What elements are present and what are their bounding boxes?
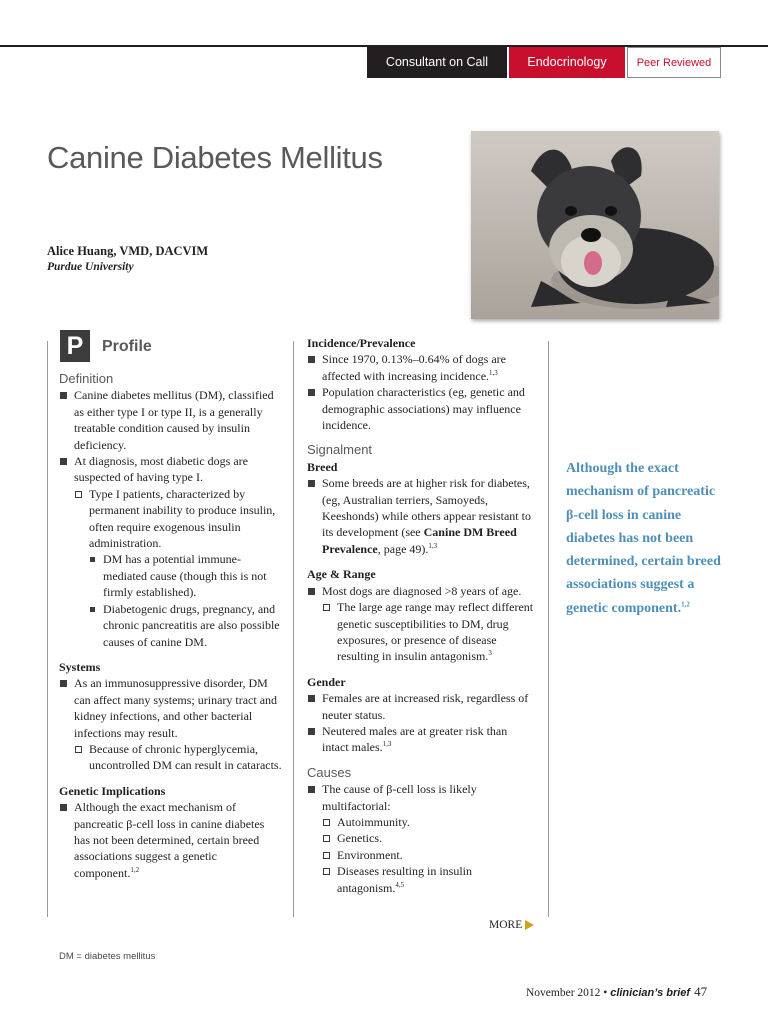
item-text: Neutered males are at greater risk than intact males.	[322, 723, 508, 755]
item-text: Canine diabetes mellitus (DM), classified as either type I or type II, is a generally treatable condition caused by insulin deficiency.	[74, 388, 274, 452]
item-text: Incidence/Prevalence	[307, 336, 416, 350]
section-heading	[307, 459, 535, 475]
column-rule-middle	[293, 341, 294, 917]
item-text-continued: , page 49).	[377, 541, 429, 556]
section-gap	[307, 665, 535, 674]
item-text: At diagnosis, most diabetic dogs are suspected of having type I.	[74, 454, 248, 485]
page-footer: November 2012 • clinician’s brief 47	[526, 984, 708, 999]
bullet-item	[59, 486, 283, 552]
item-text: As an immunosuppressive disorder, DM can affect many systems; urinary tract and kidney infections, and other bacterial infections may result.	[74, 676, 278, 740]
section-gap	[307, 433, 535, 442]
citation: 3	[488, 649, 492, 658]
section-heading	[59, 371, 283, 387]
item-text: Age & Range	[307, 567, 376, 582]
arrow-right-icon	[525, 920, 534, 930]
section-heading	[307, 335, 535, 351]
tag-peer-reviewed[interactable]: Peer Reviewed	[627, 47, 721, 78]
section-heading	[307, 566, 535, 582]
bullet-item	[59, 387, 283, 453]
schnauzer-photo	[471, 131, 719, 319]
section-heading	[59, 659, 283, 675]
profile-letter-badge: P	[60, 330, 90, 362]
page-number: 47	[694, 984, 708, 999]
tag-consultant-on-call[interactable]: Consultant on Call	[367, 47, 507, 78]
column-rule-left	[47, 341, 48, 917]
item-text: Population characteristics (eg, genetic and demographic associations) may influence incidence.	[322, 385, 525, 433]
pull-quote	[566, 457, 726, 620]
tag-endocrinology[interactable]: Endocrinology	[509, 47, 625, 78]
abbreviation-note: DM = diabetes mellitus	[59, 951, 156, 962]
item-text: Because of chronic hyperglycemia, uncontrolled DM can result in cataracts.	[89, 741, 282, 773]
item-text: Autoimmunity.	[337, 814, 410, 829]
item-text: Since 1970, 0.13%–0.64% of dogs are affected with increasing incidence.	[322, 352, 506, 383]
bullet-item	[59, 799, 283, 881]
author-name: Alice Huang, VMD, DACVIM	[47, 244, 209, 258]
citation: 1,2	[130, 865, 140, 874]
item-text: DM has a potential immune-mediated cause (though this is not firmly established).	[103, 552, 267, 600]
item-text: Diabetogenic drugs, pregnancy, and chronic pancreatitis are also possible causes of canine DM.	[103, 601, 280, 649]
bullet-item	[59, 741, 283, 774]
item-text: Causes	[307, 764, 352, 780]
bullet-item	[307, 830, 535, 846]
more-link[interactable]	[489, 919, 534, 931]
section-gap	[59, 650, 283, 659]
bullet-item	[307, 690, 535, 723]
column-rule-right	[548, 341, 549, 917]
bullet-item	[307, 475, 535, 557]
item-text: The large age range may reflect different genetic susceptibilities to DM, drug exposures, or presence of disease resulting in insulin antagonism.	[337, 600, 534, 664]
item-text: Breed	[307, 459, 338, 474]
bullet-item	[59, 675, 283, 741]
column-two	[307, 335, 535, 896]
pull-quote-text: Although the exact mechanism of pancreatic β-cell loss in canine diabetes has not been determined, certain breed associations suggest a genetic component.	[566, 461, 721, 616]
bullet-item	[307, 599, 535, 665]
bullet-item	[307, 814, 535, 830]
bullet-item	[307, 847, 535, 863]
citation: 4,5	[395, 880, 405, 889]
citation: 1,3	[382, 740, 392, 749]
bullet-item	[59, 551, 283, 600]
item-text: Females are at increased risk, regardless of neuter status.	[322, 691, 529, 722]
issue-date: November 2012	[526, 987, 601, 999]
item-text: The cause of β-cell loss is likely multifactorial:	[322, 782, 477, 813]
bullet-item	[307, 781, 535, 814]
item-text: Definition	[59, 371, 114, 386]
journal-name: clinician’s brief	[610, 987, 691, 999]
section-heading	[307, 674, 535, 690]
item-text: Type I patients, characterized by permanent inability to produce insulin, often require exogenous insulin administration.	[89, 486, 276, 551]
item-text: Signalment	[307, 442, 373, 458]
item-text: Genetic Implications	[59, 783, 166, 798]
item-text: Gender	[307, 674, 346, 689]
section-gap	[59, 774, 283, 783]
item-text: Although the exact mechanism of pancreatic β-cell loss in canine diabetes has not been determined, certain breed associations suggest a genetic component.	[74, 800, 265, 880]
citation: 1,3	[428, 541, 438, 550]
section-heading	[307, 442, 535, 458]
item-text: Most dogs are diagnosed >8 years of age.	[322, 583, 522, 598]
article-title: Canine Diabetes Mellitus	[47, 140, 383, 175]
section-gap	[307, 557, 535, 566]
column-one	[59, 371, 283, 881]
cross-reference: Canine DM Breed Prevalence	[322, 525, 517, 556]
item-text: Environment.	[337, 847, 403, 862]
section-gap	[307, 756, 535, 765]
item-text: Some breeds are at higher risk for diabetes, (eg, Australian terriers, Samoyeds, Keeshonds) while others appear resistant to its development (see	[322, 476, 531, 540]
bullet-item	[307, 583, 535, 599]
citation: 1,3	[489, 368, 498, 377]
item-text: Systems	[59, 659, 101, 674]
more-label: MORE	[489, 919, 523, 931]
bullet-item	[59, 601, 283, 650]
item-text: Diseases resulting in insulin antagonism.	[337, 864, 472, 895]
pull-quote-citation: 1,2	[681, 600, 690, 609]
bullet-item	[307, 351, 535, 384]
bullet-item	[59, 453, 283, 486]
author-affiliation: Purdue University	[47, 261, 134, 273]
section-heading	[59, 783, 283, 799]
profile-heading: Profile	[102, 338, 152, 355]
section-heading	[307, 765, 535, 781]
bullet-item	[307, 723, 535, 756]
item-text: Genetics.	[337, 831, 382, 846]
bullet-item	[307, 863, 535, 896]
bullet-item	[307, 384, 535, 433]
